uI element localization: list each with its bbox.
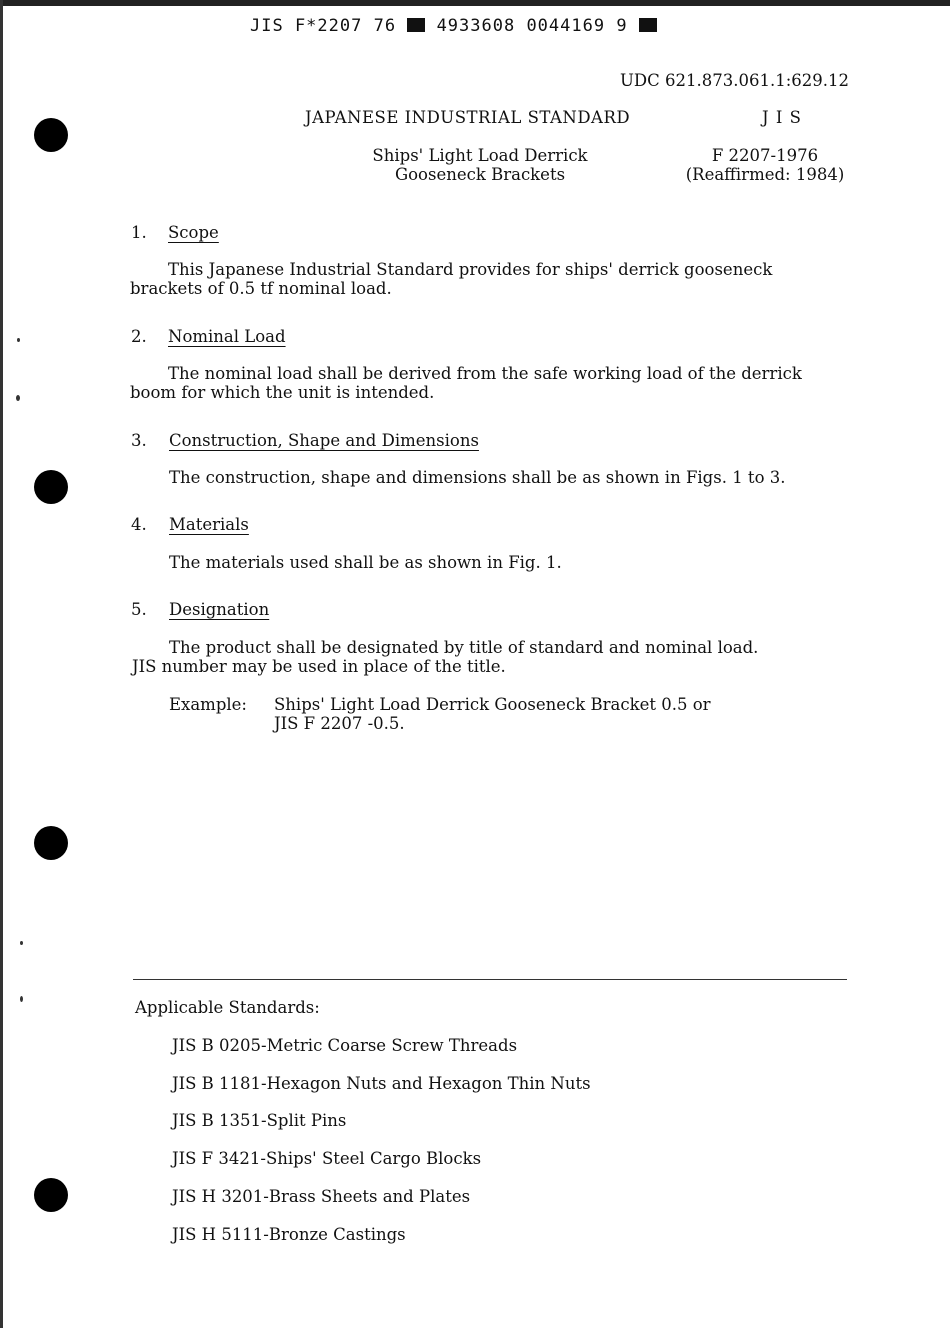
stamp-prefix: JIS F*2207 76 (250, 16, 397, 36)
punch-hole (34, 826, 68, 860)
applicable-standard-item: JIS B 1351-Split Pins (172, 1111, 347, 1130)
applicable-standard-item: JIS F 3421-Ships' Steel Cargo Blocks (172, 1149, 482, 1168)
udc-code: UDC 621.873.061.1:629.12 (619, 71, 849, 90)
scan-speck (17, 338, 20, 342)
section-text-line: The nominal load shall be derived from the safe working load of the derrick (168, 364, 802, 383)
stamp-line (250, 16, 657, 36)
example-line-2: JIS F 2207 -0.5. (274, 714, 405, 733)
punch-hole (34, 1178, 68, 1212)
applicable-standard-item: JIS H 3201-Brass Sheets and Plates (172, 1187, 471, 1206)
applicable-standard-item: JIS B 0205-Metric Coarse Screw Threads (172, 1036, 518, 1055)
applicable-standard-item: JIS B 1181-Hexagon Nuts and Hexagon Thin Nuts (172, 1074, 591, 1093)
section-text-line: brackets of 0.5 tf nominal load. (130, 279, 392, 298)
section-number: 3. (131, 431, 147, 450)
example-label: Example: (169, 695, 247, 714)
footnote-divider (133, 979, 847, 980)
section-text-line: The materials used shall be as shown in Fig. 1. (169, 553, 562, 572)
scan-speck (16, 395, 20, 401)
applicable-standards-heading: Applicable Standards: (135, 998, 320, 1017)
scan-speck (20, 996, 23, 1002)
section-text-line: The construction, shape and dimensions shall be as shown in Figs. 1 to 3. (169, 468, 786, 487)
standard-name: JAPANESE INDUSTRIAL STANDARD (305, 108, 631, 127)
example-line-1: Ships' Light Load Derrick Gooseneck Bracket 0.5 or (274, 695, 711, 714)
section-heading-nominal-load: Nominal Load (168, 327, 286, 346)
stamp-middle: 4933608 0044169 9 (436, 16, 628, 36)
section-heading-scope: Scope (168, 223, 219, 242)
section-heading-materials: Materials (169, 515, 249, 534)
scan-speck (20, 941, 23, 945)
standard-number: F 2207-1976 (711, 146, 819, 165)
section-text-line: boom for which the unit is intended. (130, 383, 435, 402)
section-text-line: This Japanese Industrial Standard provides for ships' derrick gooseneck (168, 260, 773, 279)
section-heading-designation: Designation (169, 600, 270, 619)
section-number: 4. (131, 515, 147, 534)
stamp-block-mark (639, 18, 657, 32)
section-text-line: JIS number may be used in place of the title. (132, 657, 506, 676)
section-number: 5. (131, 600, 147, 619)
jis-mark: J I S (762, 108, 802, 127)
section-text-line: The product shall be designated by title of standard and nominal load. (169, 638, 759, 657)
scan-top-edge (0, 0, 950, 6)
section-number: 2. (131, 327, 147, 346)
scan-left-edge (0, 0, 3, 1328)
applicable-standard-item: JIS H 5111-Bronze Castings (172, 1225, 406, 1244)
section-heading-construction: Construction, Shape and Dimensions (169, 431, 479, 450)
section-number: 1. (131, 223, 147, 242)
reaffirmed-note: (Reaffirmed: 1984) (685, 165, 845, 184)
punch-hole (34, 118, 68, 152)
punch-hole (34, 470, 68, 504)
stamp-block-mark (407, 18, 425, 32)
title-line-1: Ships' Light Load Derrick (372, 146, 588, 165)
title-line-2: Gooseneck Brackets (394, 165, 566, 184)
